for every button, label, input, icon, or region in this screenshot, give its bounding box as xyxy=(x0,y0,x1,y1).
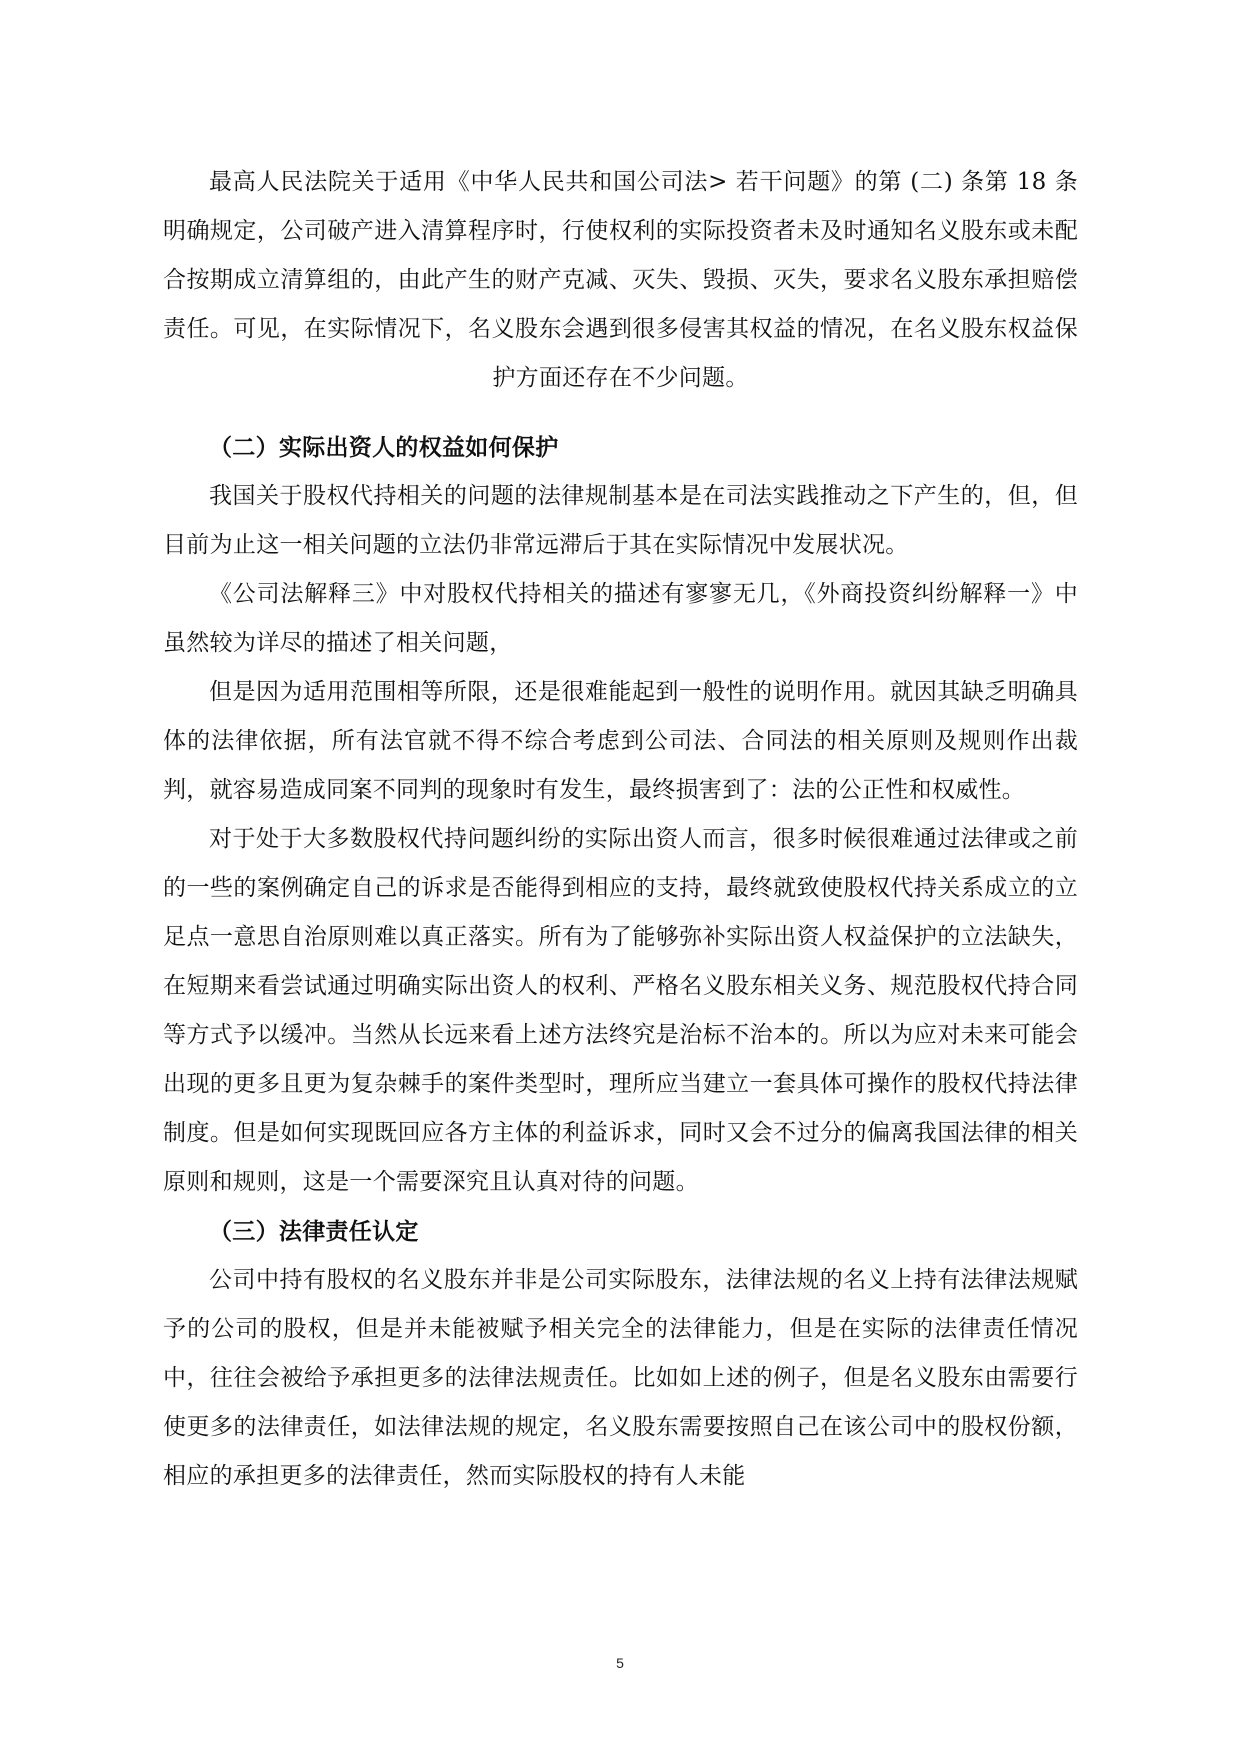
section-heading-2: （二）实际出资人的权益如何保护 xyxy=(209,434,559,461)
page-number: 5 xyxy=(616,1655,624,1671)
paragraph: 《公司法解释三》中对股权代持相关的描述有寥寥无几，《外商投资纠纷解释一》中虽然较为详尽的描述了相关问题， xyxy=(163,581,1078,656)
document-body xyxy=(163,158,1078,1501)
paragraph: 最高人民法院关于适用《中华人民共和国公司法> 若干问题》的第 (二) 条第 18 条明确规定，公司破产进入清算程序时，行使权利的实际投资者未及时通知名义股东或未配合按期成立清算组的，由此产生的财产克减、灭失、毁损、灭失，要求名义股东承担赔偿责任。可见，在实际情况下，名义股东会遇到很多侵害其权益的情况，在名义股东权益保护方面还存在不少问题。 xyxy=(163,169,1078,391)
paragraph: 对于处于大多数股权代持问题纠纷的实际出资人而言，很多时候很难通过法律或之前的一些的案例确定自己的诉求是否能得到相应的支持，最终就致使股权代持关系成立的立足点一意思自治原则难以真正落实。所有为了能够弥补实际出资人权益保护的立法缺失，在短期来看尝试通过明确实际出资人的权利、严格名义股东相关义务、规范股权代持合同等方式予以缓冲。当然从长远来看上述方法终究是治标不治本的。所以为应对未来可能会出现的更多且更为复杂棘手的案件类型时，理所应当建立一套具体可操作的股权代持法律制度。但是如何实现既回应各方主体的利益诉求，同时又会不过分的偏离我国法律的相关原则和规则，这是一个需要深究且认真对待的问题。 xyxy=(163,826,1078,1195)
paragraph: 我国关于股权代持相关的问题的法律规制基本是在司法实践推动之下产生的，但，但目前为止这一相关问题的立法仍非常远滞后于其在实际情况中发展状况。 xyxy=(163,483,1078,558)
paragraph: 公司中持有股权的名义股东并非是公司实际股东，法律法规的名义上持有法律法规赋予的公司的股权，但是并未能被赋予相关完全的法律能力，但是在实际的法律责任情况中，往往会被给予承担更多的法律法规责任。比如如上述的例子，但是名义股东由需要行使更多的法律责任，如法律法规的规定，名义股东需要按照自己在该公司中的股权份额，相应的承担更多的法律责任，然而实际股权的持有人未能 xyxy=(163,1267,1078,1489)
paragraph: 但是因为适用范围相等所限，还是很难能起到一般性的说明作用。就因其缺乏明确具体的法律依据，所有法官就不得不综合考虑到公司法、合同法的相关原则及规则作出裁判，就容易造成同案不同判的现象时有发生，最终损害到了：法的公正性和权威性。 xyxy=(163,679,1078,803)
section-heading-3: （三）法律责任认定 xyxy=(209,1218,419,1245)
